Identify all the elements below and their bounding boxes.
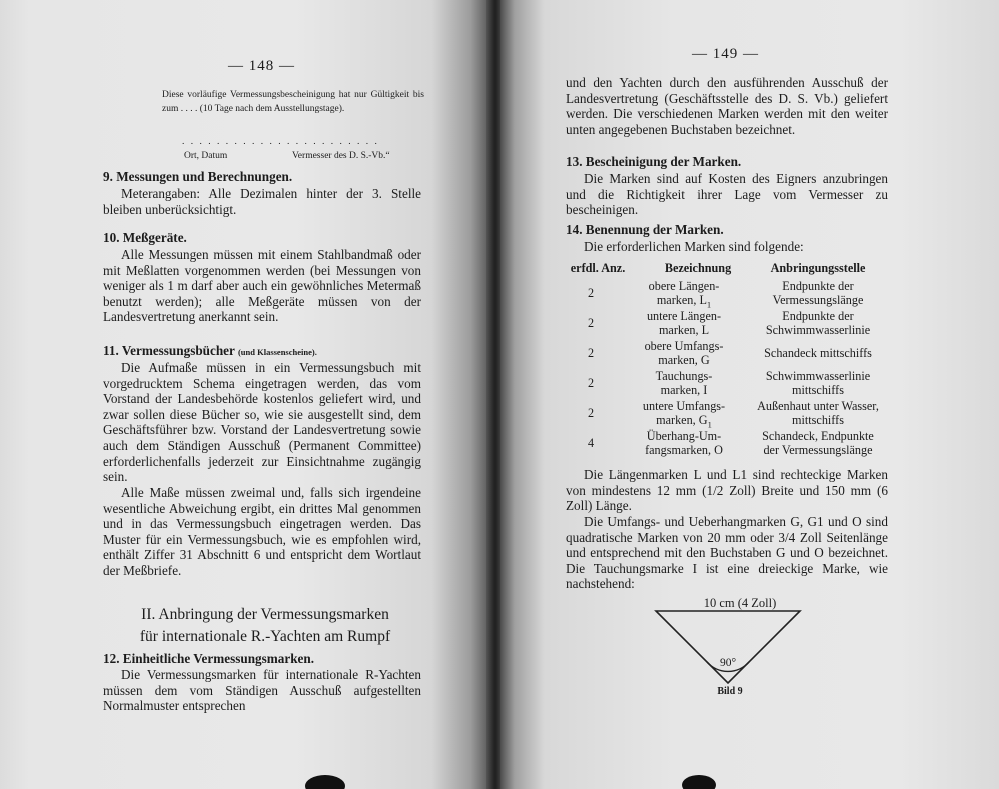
row-place: Außenhaut unter Wasser, mittschiffs (757, 399, 879, 427)
table-row (562, 429, 892, 459)
marks-table (562, 259, 898, 469)
row-name: untere Umfangs- marken, $G_1$ (642, 399, 726, 430)
section-14-heading: 14. Benennung der Marken. (566, 222, 724, 237)
certificate-note: Diese vorläufige Vermessungsbescheinigung hat nur Gültigkeit bis zum . . . . (10 Tage nach dem Ausstellungstage). (162, 90, 424, 114)
row-name: Tauchungs- marken, I (655, 369, 713, 397)
row-count: 2 (587, 286, 595, 300)
section-13-text: Die Marken sind auf Kosten des Eigners anzubringen und die Richtigkeit ihrer Lage vom Vermesser zu bescheinigen. (566, 171, 888, 218)
row-name: obere Umfangs- marken, G (644, 339, 724, 367)
table-row (562, 399, 892, 429)
section-14-intro: Die erforderlichen Marken sind folgende: (584, 239, 804, 254)
row-place: Schandeck mittschiffs (764, 346, 872, 360)
row-place: Endpunkte der Vermessungslänge (772, 279, 864, 307)
page-number-right: — 149 — (692, 46, 759, 62)
row-count: 2 (587, 406, 595, 420)
section-10-text: Alle Messungen müssen mit einem Stahlbandmaß oder mit Meßlatten vorgenommen werden (bei Messungen von weniger als 1 m darf aber auch ein gewöhnliches Metermaß benutzt werden); alle Meßgeräte müssen von der Landesvertretung anerkannt sein. (103, 247, 421, 325)
table-row (562, 279, 892, 309)
signature-dots: . . . . . . . . . . . . . . . . . . . . . . . (182, 137, 379, 147)
part-2-heading-line-1: II. Anbringung der Vermessungsmarken (141, 606, 389, 623)
section-11-note: (und Klassenscheine). (237, 347, 317, 357)
section-13-heading: 13. Bescheinigung der Marken. (566, 154, 742, 169)
row-place: Endpunkte der Schwimmwasserlinie (765, 309, 871, 337)
triangle-mark-figure (650, 608, 810, 692)
place-date-label: Ort, Datum (184, 151, 228, 161)
section-10-heading: 10. Meßgeräte. (103, 230, 187, 245)
table-header-name: Bezeichnung (664, 261, 732, 275)
section-11-heading (103, 343, 317, 360)
page-number-left: — 148 — (228, 58, 295, 74)
row-name: obere Längen- marken, $L_1$ (648, 279, 720, 310)
row-count: 4 (587, 436, 595, 450)
section-12-heading: 12. Einheitliche Vermessungsmarken. (103, 651, 315, 666)
surveyor-label: Vermesser des D. S.-Vb.“ (292, 151, 390, 161)
row-count: 2 (587, 376, 595, 390)
length-marks-text: Die Längenmarken L und L1 sind rechteckige Marken von mindestens 12 mm (1/2 Zoll) Breite und 150 mm (6 Zoll) Länge. (566, 467, 888, 514)
section-11-paragraph-2: Alle Maße müssen zweimal und, falls sich irgendeine wesentliche Abweichung ergibt, ein drittes Mal genommen und in das Vermessungsbuch eingetragen werden. Das Muster für ein Vermessungsbuch, wie es empfohlen wird, enthält Ziffer 31 Abschnitt 6 und entspricht dem Wortlaut der Meßbriefe. (103, 485, 421, 578)
figure-width-label: 10 cm (4 Zoll) (703, 596, 777, 610)
part-2-heading-line-2: für internationale R.-Yachten am Rumpf (139, 628, 391, 645)
section-11-paragraph-1: Die Aufmaße müssen in ein Vermessungsbuch mit vorgedrucktem Schema eingetragen werden, das vom Vorstand der Landesbehörde kostenlos geliefert wird, und zwar sollen diese Bücher so, wie sie ausgestellt sind, dem Geschäftsführer bzw. Vorstand der Landesvertretung sowie auch dem Ständigen Ausschuß (Permanent Committee) erforderlichenfalls jederzeit zur Einsichtnahme zugängig sein. (103, 360, 421, 485)
table-row (562, 369, 892, 399)
ink-stain (682, 775, 716, 789)
table-row (562, 339, 892, 369)
section-9-text: Meterangaben: Alle Dezimalen hinter der 3. Stelle bleiben unberücksichtigt. (103, 186, 421, 217)
section-11-title: 11. Vermessungsbücher (103, 343, 235, 358)
row-name: untere Längen- marken, L (646, 309, 722, 337)
continued-text: und den Yachten durch den ausführenden Ausschuß der Landesvertretung (Geschäftsstelle des D. S. Vb.) geliefert werden. Die verschiedenen Marken werden mit den weiter unten angegebenen Buchstaben bezeichnet. (566, 75, 888, 137)
triangle-outline (656, 611, 800, 683)
table-header-count: erfdl. Anz. (570, 261, 626, 275)
table-header-place: Anbringungsstelle (770, 261, 866, 275)
ink-stain (305, 775, 345, 789)
row-count: 2 (587, 346, 595, 360)
table-row (562, 309, 892, 339)
row-count: 2 (587, 316, 595, 330)
section-12-text: Die Vermessungsmarken für internationale R-Yachten müssen dem vom Ständigen Ausschuß aufgestellten Normalmuster entsprechen (103, 667, 421, 714)
right-page (500, 0, 999, 789)
left-page (0, 0, 490, 789)
figure-angle-label: 90° (719, 657, 737, 669)
row-name: Überhang-Um- fangsmarken, O (645, 429, 723, 457)
figure-caption: Bild 9 (717, 686, 743, 697)
row-place: Schandeck, Endpunkte der Vermessungslänge (762, 429, 874, 457)
section-9-heading: 9. Messungen und Berechnungen. (103, 169, 293, 184)
row-place: Schwimmwasserlinie mittschiffs (765, 369, 871, 397)
girth-marks-text: Die Umfangs- und Ueberhangmarken G, G1 und O sind quadratische Marken von 20 mm oder 3/4 Zoll Seitenlänge und entsprechend mit den Buchstaben G und O bezeichnet. Die Tauchungsmarke I ist eine dreieckige Marke, wie nachstehend: (566, 514, 888, 592)
